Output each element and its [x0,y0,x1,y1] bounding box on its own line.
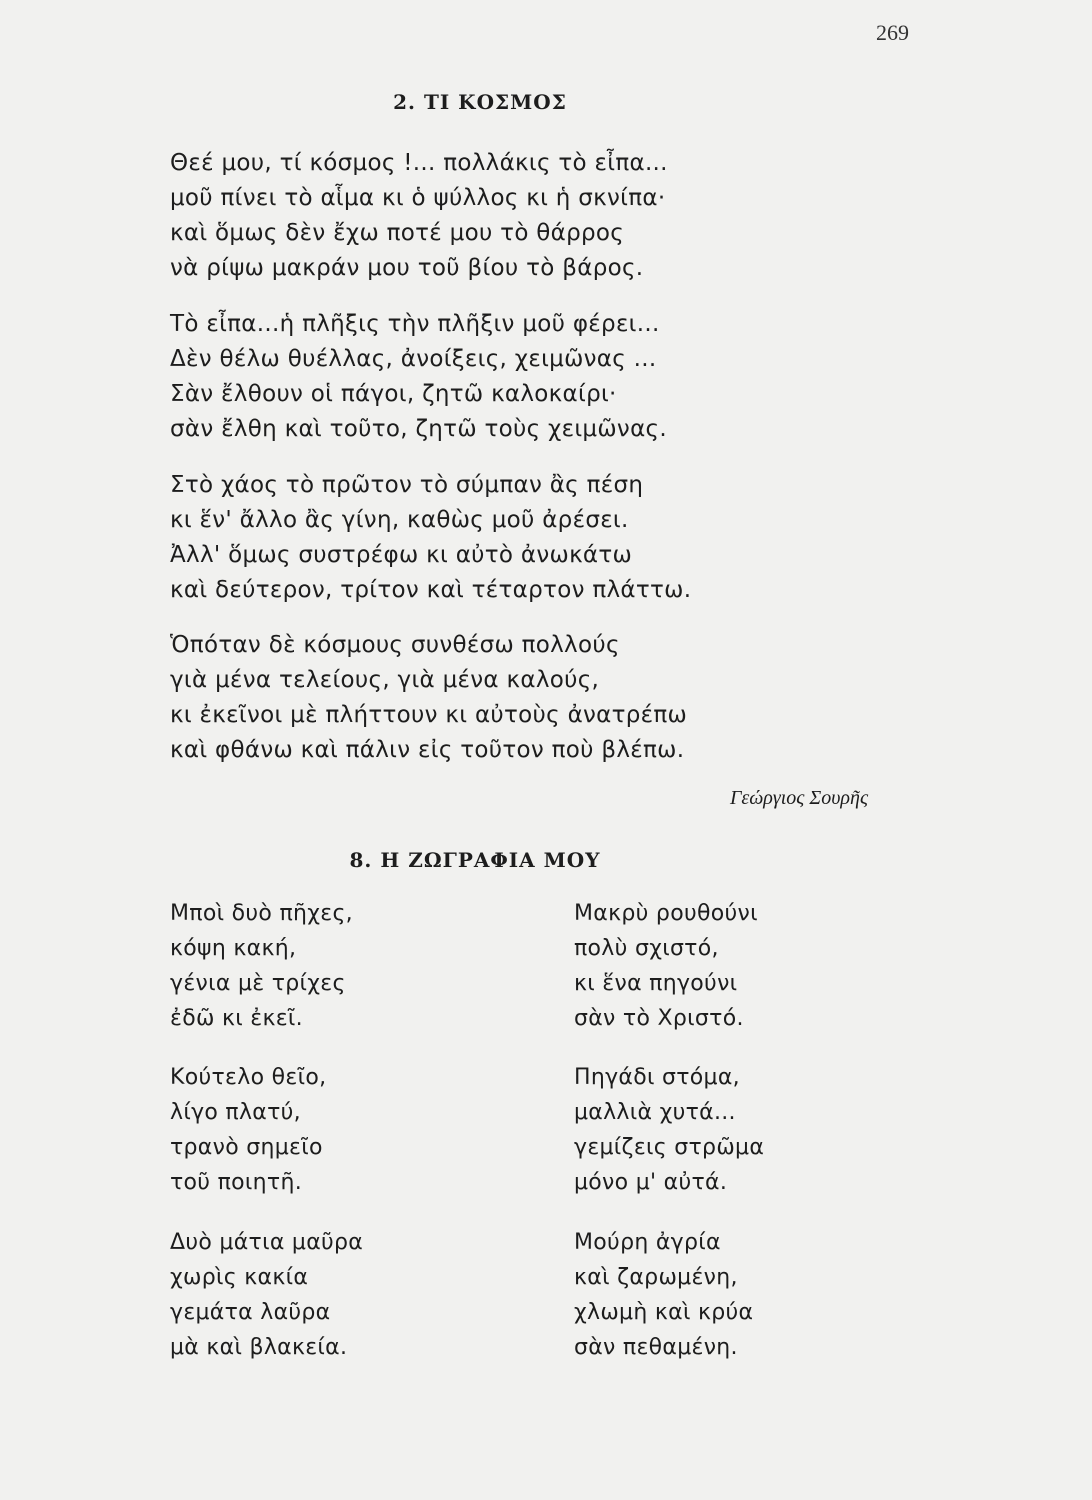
verse-line: Δυὸ μάτια μαῦρα [170,1230,364,1255]
author-name: Γεώργιος Σουρῆς [730,787,869,809]
verse-line: γένια μὲ τρίχες [170,971,346,996]
stanza [170,468,691,608]
stanza [170,146,668,286]
verse-line: καὶ ζαρωμένη, [574,1265,738,1290]
verse-line: γεμάτα λαῦρα [170,1300,331,1325]
verse-line: Τὸ εἶπα...ἡ πλῆξις τὴν πλῆξιν μοῦ φέρει... [170,311,660,337]
verse-line: τρανὸ σημεῖο [170,1135,323,1160]
poem-title: 2. ΤΙ ΚΟΣΜΟΣ [393,90,567,114]
verse-line: Μούρη ἀγρία [574,1230,721,1255]
stanza [574,1225,753,1365]
verse-line: Πηγάδι στόμα, [574,1065,740,1090]
verse-line: νὰ ρίψω μακράν μου τοῦ βίου τὸ βάρος. [170,255,644,281]
verse-line: κι ἐκεῖνοι μὲ πλήττουν κι αὐτοὺς ἀνατρέπω [170,702,688,728]
stanza [170,628,687,768]
verse-line: γεμίζεις στρῶμα [574,1135,765,1160]
verse-line: Σὰν ἔλθουν οἱ πάγοι, ζητῶ καλοκαίρι· [170,381,617,407]
verse-line: Θεέ μου, τί κόσμος !... πολλάκις τὸ εἶπα... [170,150,668,176]
verse-line: Κούτελο θεῖο, [170,1065,327,1090]
verse-line: καὶ ὅμως δὲν ἔχω ποτέ μου τὸ θάρρος [170,220,625,246]
verse-line: χλωμὴ καὶ κρύα [574,1300,754,1325]
verse-line: σὰν ἔλθη καὶ τοῦτο, ζητῶ τοὺς χειμῶνας. [170,416,667,442]
verse-line: λίγο πλατύ, [170,1100,301,1125]
verse-line: Δὲν θέλω θυέλλας, ἀνοίξεις, χειμῶνας ... [170,346,657,372]
page-number: 269 [876,20,909,45]
verse-line: καὶ φθάνω καὶ πάλιν εἰς τοῦτον ποὺ βλέπω. [170,737,685,763]
verse-line: κι ἕνα πηγούνι [574,971,738,996]
stanza [170,1225,363,1365]
verse-line: σὰν πεθαμένη. [574,1335,738,1360]
verse-line: σὰν τὸ Χριστό. [574,1006,744,1031]
verse-line: γιὰ μένα τελείους, γιὰ μένα καλούς, [170,667,600,693]
verse-line: Ὁπόταν δὲ κόσμους συνθέσω πολλούς [170,632,620,658]
verse-line: καὶ δεύτερον, τρίτον καὶ τέταρτον πλάττω. [170,577,692,603]
verse-line: Ἀλλ' ὅμως συστρέφω κι αὐτὸ ἀνωκάτω [170,542,633,568]
poem-title: 8. Η ΖΩΓΡΑΦΙΑ ΜΟΥ [349,848,601,872]
verse-line: τοῦ ποιητῆ. [170,1170,303,1195]
verse-line: Μποὶ δυὸ πῆχες, [170,901,353,926]
verse-line: κι ἕν' ἄλλο ἂς γίνη, καθὼς μοῦ ἀρέσει. [170,507,629,533]
verse-line: μὰ καὶ βλακεία. [170,1335,348,1360]
verse-line: κόψη κακή, [170,936,297,961]
verse-line: μαλλιὰ χυτά... [574,1100,736,1125]
stanza [170,1060,326,1200]
verse-line: Μακρὺ ρουθούνι [574,901,758,926]
stanza [574,896,758,1036]
stanza [170,896,353,1036]
verse-line: μόνο μ' αὐτά. [574,1170,728,1195]
verse-line: πολὺ σχιστό, [574,936,719,961]
verse-line: μοῦ πίνει τὸ αἷμα κι ὁ ψύλλος κι ἡ σκνίπα· [170,185,666,211]
verse-line: χωρὶς κακία [170,1265,309,1290]
verse-line: ἐδῶ κι ἐκεῖ. [170,1006,303,1031]
stanza [170,307,667,447]
verse-line: Στὸ χάος τὸ πρῶτον τὸ σύμπαν ἂς πέση [170,472,644,498]
stanza [574,1060,764,1200]
